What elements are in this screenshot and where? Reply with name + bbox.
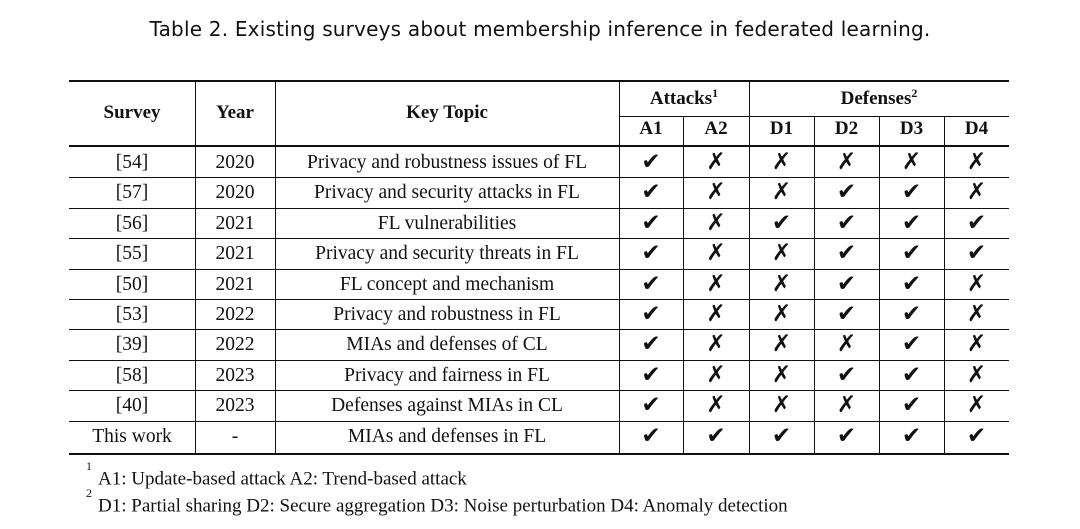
cell-d2-mark: ✗	[836, 331, 857, 357]
cell-year: 2022	[215, 304, 255, 325]
row-separator	[69, 208, 1009, 209]
cell-year: 2020	[215, 182, 255, 203]
cell-d4-mark: ✗	[966, 149, 987, 175]
cell-d1-mark: ✗	[771, 362, 792, 388]
header-a2: A2	[704, 118, 728, 139]
footnote-1	[86, 459, 467, 490]
cell-a2-mark: ✗	[706, 149, 726, 175]
cell-d2-mark: ✔	[836, 240, 857, 266]
cell-topic: Privacy and robustness in FL	[333, 304, 561, 325]
cell-year: 2020	[215, 152, 255, 173]
cell-a2-mark: ✗	[706, 210, 726, 236]
cell-d3-mark: ✔	[901, 362, 922, 388]
header-d1: D1	[769, 118, 794, 139]
cell-topic: FL concept and mechanism	[339, 274, 555, 295]
cell-d3-mark: ✗	[901, 149, 922, 175]
cell-survey: [54]	[115, 152, 149, 173]
row-separator	[69, 421, 1009, 422]
cell-a1-mark: ✔	[641, 423, 661, 449]
cell-topic: MIAs and defenses of CL	[346, 334, 548, 355]
header-d2: D2	[834, 118, 859, 139]
footnote-2-text: D1: Partial sharing D2: Secure aggregation D3: Noise perturbation D4: Anomaly detection	[98, 495, 788, 517]
cell-d4-mark: ✔	[966, 423, 987, 449]
cell-a1-mark: ✔	[641, 301, 661, 327]
cell-year: 2023	[215, 365, 255, 386]
header-defenses-label: Defenses	[840, 88, 912, 109]
row-separator	[69, 177, 1009, 178]
top-rule	[69, 80, 1009, 82]
cell-d2-mark: ✔	[836, 271, 857, 297]
cell-d3-mark: ✔	[901, 301, 922, 327]
cell-d4-mark: ✗	[966, 271, 987, 297]
header-survey: Survey	[103, 102, 161, 123]
cell-d1-mark: ✗	[771, 149, 792, 175]
cell-d3-mark: ✔	[901, 392, 922, 418]
header-a1: A1	[639, 118, 663, 139]
row-separator	[69, 390, 1009, 391]
cell-a1-mark: ✔	[641, 331, 661, 357]
cell-survey: [39]	[115, 334, 149, 355]
cell-d1-mark: ✗	[771, 392, 792, 418]
cell-a2-mark: ✗	[706, 271, 726, 297]
cell-d2-mark: ✔	[836, 179, 857, 205]
cell-a2-mark: ✗	[706, 179, 726, 205]
cell-d4-mark: ✗	[966, 179, 987, 205]
cell-topic: Defenses against MIAs in CL	[331, 395, 563, 416]
cell-d3-mark: ✔	[901, 210, 922, 236]
cell-d2-mark: ✗	[836, 392, 857, 418]
cell-year: 2021	[215, 213, 255, 234]
cell-year: -	[231, 426, 239, 447]
cell-a1-mark: ✔	[641, 149, 661, 175]
cell-a2-mark: ✔	[706, 423, 726, 449]
header-defenses	[749, 88, 1009, 110]
cell-a2-mark: ✗	[706, 362, 726, 388]
cell-d2-mark: ✗	[836, 149, 857, 175]
cell-a1-mark: ✔	[641, 179, 661, 205]
group-subheader-rule	[620, 116, 1009, 117]
cell-year: 2022	[215, 334, 255, 355]
cell-survey: [50]	[115, 274, 149, 295]
cell-d1-mark: ✔	[771, 210, 792, 236]
cell-d1-mark: ✗	[771, 240, 792, 266]
header-attacks-label: Attacks	[649, 88, 713, 109]
cell-d3-mark: ✔	[901, 271, 922, 297]
cell-a2-mark: ✗	[706, 240, 726, 266]
cell-d4-mark: ✗	[966, 301, 987, 327]
cell-d4-mark: ✗	[966, 392, 987, 418]
row-separator	[69, 299, 1009, 300]
cell-d1-mark: ✗	[771, 271, 792, 297]
cell-survey: [58]	[115, 365, 149, 386]
header-rule	[69, 145, 1009, 147]
row-separator	[69, 269, 1009, 270]
cell-a2-mark: ✗	[706, 392, 726, 418]
footnote-2-mark: 2	[86, 486, 92, 500]
cell-d1-mark: ✗	[771, 301, 792, 327]
header-d3: D3	[899, 118, 924, 139]
cell-d4-mark: ✗	[966, 331, 987, 357]
cell-topic: FL vulnerabilities	[377, 213, 517, 234]
header-year: Year	[216, 102, 254, 123]
cell-d2-mark: ✔	[836, 210, 857, 236]
row-separator	[69, 329, 1009, 330]
cell-topic: Privacy and security threats in FL	[315, 243, 579, 264]
cell-d3-mark: ✔	[901, 179, 922, 205]
cell-survey: [53]	[115, 304, 149, 325]
cell-year: 2021	[215, 274, 255, 295]
cell-survey: [56]	[115, 213, 149, 234]
cell-survey: This work	[92, 426, 172, 447]
header-attacks-note: 1	[712, 86, 719, 100]
table-caption: Table 2. Existing surveys about membership inference in federated learning.	[149, 17, 931, 41]
cell-topic: MIAs and defenses in FL	[347, 426, 547, 447]
cell-a1-mark: ✔	[641, 362, 661, 388]
cell-year: 2023	[215, 395, 255, 416]
bottom-rule	[69, 453, 1009, 455]
footnote-1-text: A1: Update-based attack A2: Trend-based attack	[98, 468, 467, 490]
footnote-1-mark: 1	[86, 459, 92, 473]
row-separator	[69, 238, 1009, 239]
cell-d2-mark: ✔	[836, 423, 857, 449]
cell-a1-mark: ✔	[641, 210, 661, 236]
cell-a1-mark: ✔	[641, 240, 661, 266]
cell-d1-mark: ✗	[771, 331, 792, 357]
cell-topic: Privacy and security attacks in FL	[314, 182, 580, 203]
cell-survey: [55]	[115, 243, 149, 264]
cell-topic: Privacy and robustness issues of FL	[306, 152, 588, 173]
header-key-topic: Key Topic	[406, 102, 488, 123]
cell-a1-mark: ✔	[641, 392, 661, 418]
cell-d3-mark: ✔	[901, 240, 922, 266]
footnote-2	[86, 486, 788, 517]
cell-survey: [40]	[115, 395, 149, 416]
cell-d1-mark: ✔	[771, 423, 792, 449]
cell-year: 2021	[215, 243, 255, 264]
cell-d4-mark: ✔	[966, 240, 987, 266]
cell-d4-mark: ✔	[966, 210, 987, 236]
cell-a2-mark: ✗	[706, 301, 726, 327]
cell-topic: Privacy and fairness in FL	[344, 365, 550, 386]
cell-d4-mark: ✗	[966, 362, 987, 388]
cell-a1-mark: ✔	[641, 271, 661, 297]
cell-d2-mark: ✔	[836, 362, 857, 388]
row-separator	[69, 360, 1009, 361]
header-defenses-note: 2	[911, 86, 918, 100]
cell-d3-mark: ✔	[901, 423, 922, 449]
header-d4: D4	[964, 118, 989, 139]
cell-d2-mark: ✔	[836, 301, 857, 327]
cell-d1-mark: ✗	[771, 179, 792, 205]
cell-a2-mark: ✗	[706, 331, 726, 357]
cell-d3-mark: ✔	[901, 331, 922, 357]
header-attacks	[619, 88, 749, 110]
cell-survey: [57]	[115, 182, 149, 203]
